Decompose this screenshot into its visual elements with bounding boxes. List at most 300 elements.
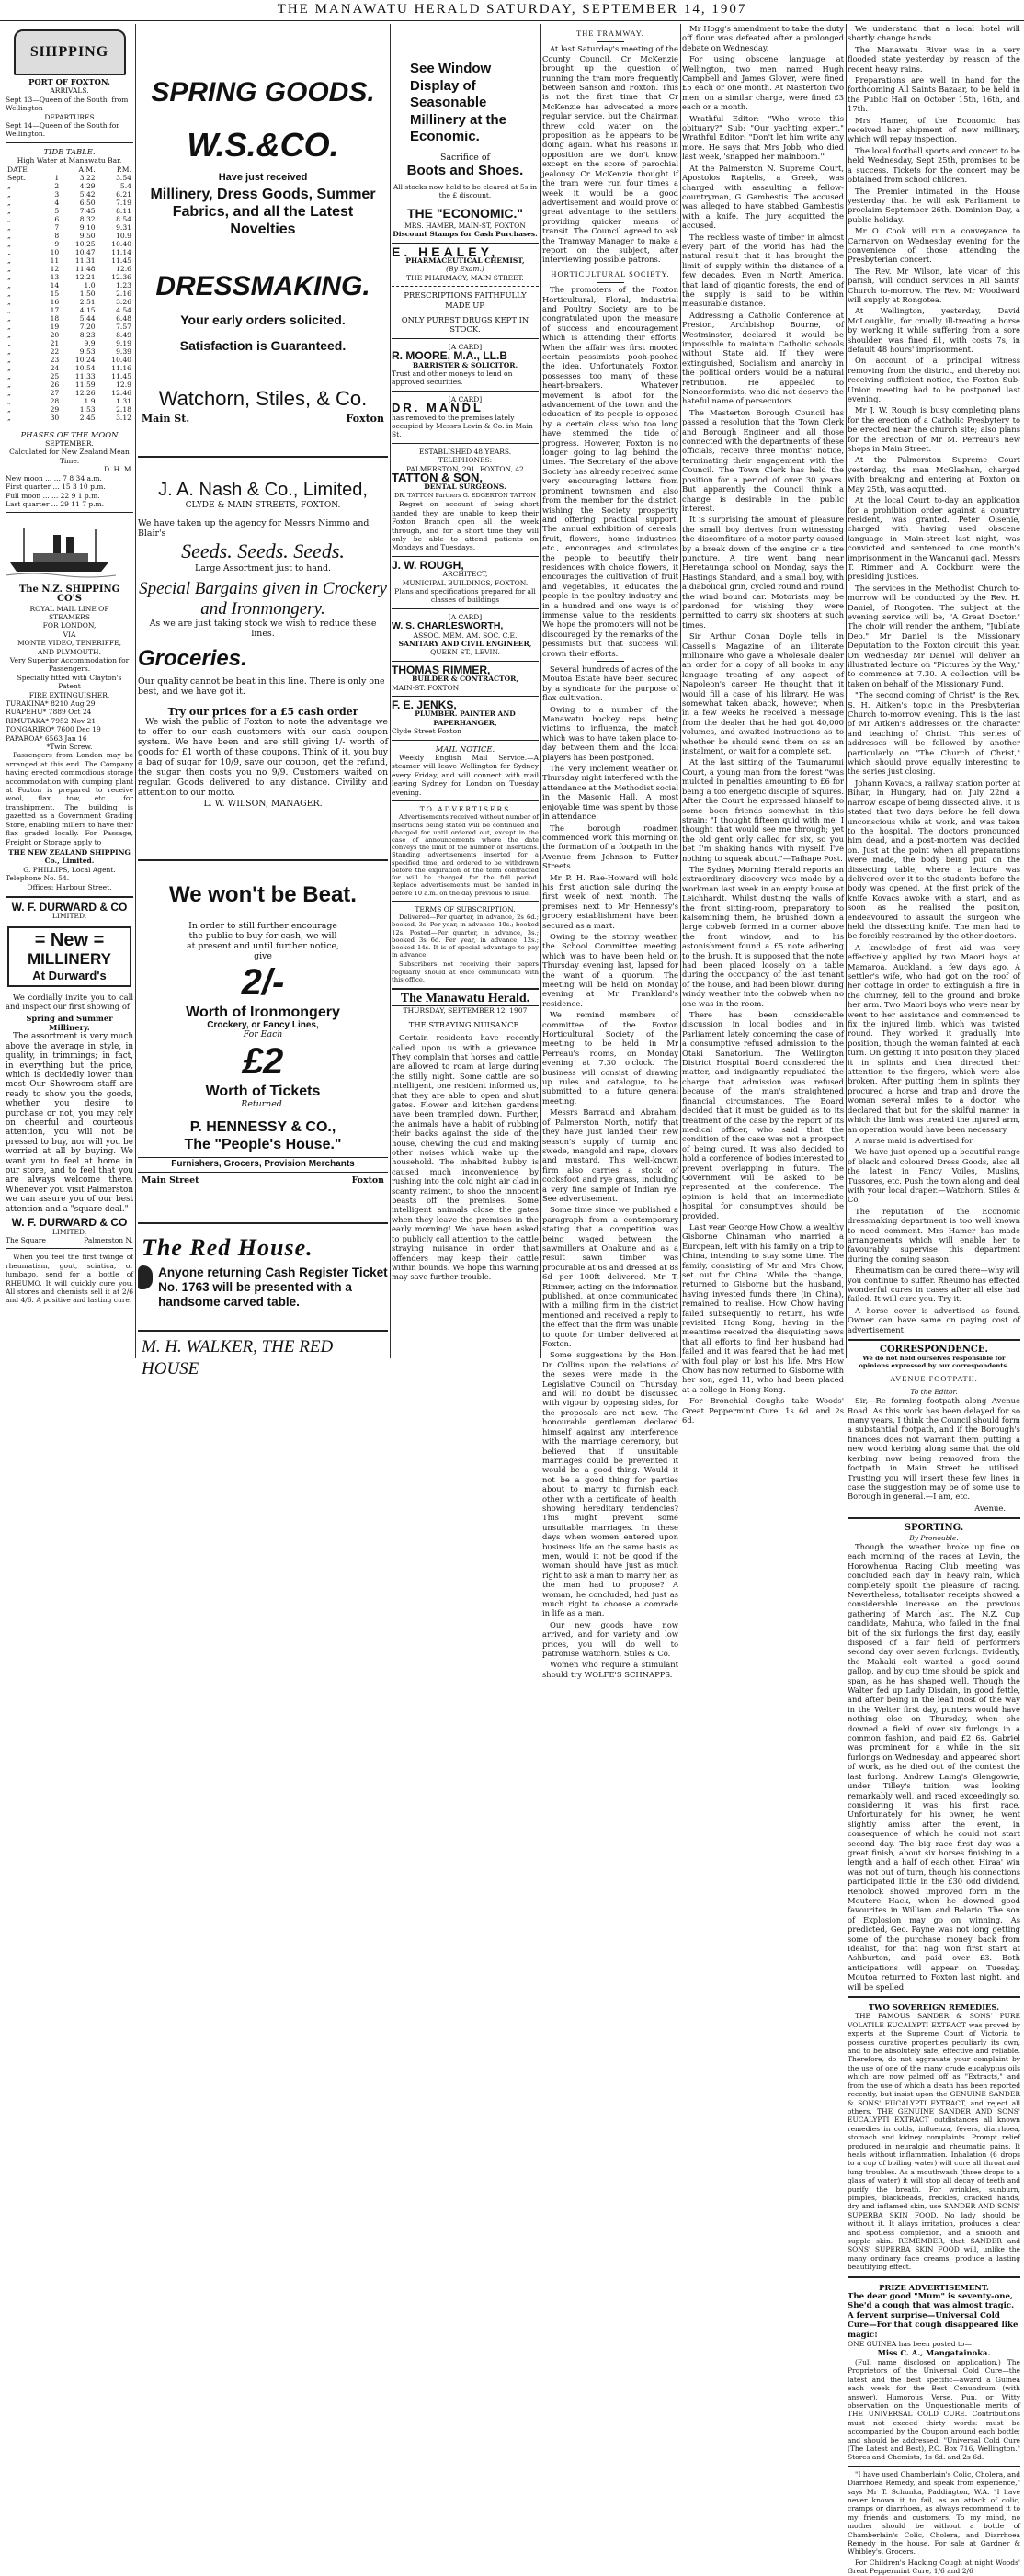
- column-rule: [135, 24, 136, 1358]
- have-received: Have just received: [218, 172, 308, 183]
- news-seeds: Messrs Barraud and Abraham, of Palmerston North, notify that they have just landed their new season's supply of turnip and swede, mangold and rape, clovers and mustard. This well-known firm also carries a stock of cocksfoot and rye grass, including a very fine sample of Indian rye. See advertisement.: [542, 1107, 678, 1203]
- tide-cell: „: [7, 264, 11, 273]
- nzsc-line: MONTE VIDEO, TENERIFFE,: [17, 639, 121, 648]
- hennessy-title: P. HENNESSY & CO.,: [189, 1119, 336, 1136]
- jenks-trade: PLUMBER. PAINTER AND PAPERHANGER,: [415, 709, 516, 727]
- local-paragraph: A nurse maid is advertised for.: [855, 1135, 974, 1145]
- remedies-body: THE FAMOUS SANDER & SONS' PURE VOLATILE EUCALYPTI EXTRACT was proved by experts at the Supreme Court of Victoria to possess curative properties peculiarly its own, and to be absolutely safe, effective and reliable. Therefore, do not aggravate your complaint by the use of one of the many crude eucalyptus oils which are now palmed off as "Extracts," and from the use of which a death has been reported recently, but insist upon the GENUINE SANDER & SONS' EUCALYPTI EXTRACT, and reject all others. THE GENUINE SANDER AND SONS' EUCALYPTI EXTRACT outdistances all known remedies in colds, influenza, fevers, diarrhoea, stomach and kidney complaints. Prompt relief produced in neuralgic and rheumatic pains. It heals without inflammation. Inhalation (6 drops to a cup of boiling water) will cure all throat and lung troubles. As a mouthwash (three drops to a glass of water) it will stop all decay of teeth and purify the breath. For wrinkles, sunburn, pimples, blackheads, freckles, cracked hands, dry and inflamed skin, use SANDER AND SONS' SUPERBA SKIN FOOD. No lady should be without it. It allays irritation, produces a clear and spotless complexion, and a smooth and supple skin. REMEMBER, that SANDER and SONS' SUPERBA SKIN FOOD will, unlike the many ordinary face creams, produce a lasting beautifying effect.: [848, 2012, 1020, 2272]
- tide-cell: „: [7, 247, 11, 256]
- steamer-entry: TURAKINA* 8210 Aug 29: [6, 699, 96, 708]
- returned-note: Returned.: [241, 1098, 285, 1109]
- local-paragraph: The Premier intimated in the House yesterday that he will ask Parliament to proclaim September 26th, Dominion Day, a public holiday.: [848, 186, 1020, 224]
- news-collins: Some suggestions by the Hon. Dr Collins upon the relations of the sexes were made in the Legislative Council on Thursday, and will no doubt be discussed with vigour by opposing sides, for the proposals are not new. The honourable gentleman declared himself against any interference with the marriage ceremony, but believed that if unsuitable marriages could be prevented it would be a good thing. Would it not be a good thing for parties about to marry to furnish each other with a certificate of health, showing hereditary tendencies? This might prevent some unsuitable marriages. In these days when women entered upon business life on the same basis as men, would it not be good if the woman should have just as much right to ask a man to marry her, as the man had to propose? A woman, he concluded, had just as much right to choose a comrade in life as a man.: [542, 1350, 678, 1618]
- tide-cell: 7.57: [116, 322, 131, 331]
- tide-cell: 8: [54, 231, 60, 240]
- coupon-body: We wish the public of Foxton to note the advantage we to offer to our cash customers with our cash coupon system. We have been and are still giving 1/- worth of goods for £1 worth of these coupons. Think of it, you buy a bag of sugar for 10/9, save our coupon, get the refund, the sugar then costs you no 9/9. Customers waited on regular. Goods delivered to any distance. Civility and attention to our motto.: [138, 717, 388, 799]
- chamberlain-testimonial: "I have used Chamberlain's Colic, Cholera, and Diarrhoea Remedy, and speak from experience," says Mr T. Schunka, Paddington, W.A. "I have never known it to fail, as an attack of colic, cramps or diarrhoea, as always recommend it to my friends and customers. To my mind, no mother should be without a bottle of Chamberlain's Colic, Cholera, and Diarrhoea Remedy in the house. For sale at Gardner & Whibley's, Grocers.: [848, 2469, 1020, 2557]
- tide-cell: „: [7, 371, 11, 380]
- local-paragraph: We have just opened up a beautiful range of black and coloured Dress Goods, also all the latest in Fancy Voiles, Muslins, Tussores, etc. Push the town along and deal with your local draper.—Watchorn, Stiles & Co.: [848, 1147, 1020, 1205]
- boots-shoes-heading: Boots and Shoes.: [406, 162, 524, 178]
- tide-row: [6, 190, 133, 199]
- tide-header-cell: P.M.: [116, 165, 131, 174]
- durward-invite: We cordially invite you to call and inspect our first showing of: [6, 992, 133, 1012]
- local-paragraph: At the local Court to-day an application for a prohibition order against a country resident, was granted. Peter Olsenie, charged with having used obscene language in Main-street last night, was convicted and sentenced to one month's imprisonment in the Wanganui gaol. Messrs T. Rimmer and A. Cockburn were the presiding justices.: [848, 495, 1020, 582]
- tide-cell: „: [7, 231, 11, 240]
- news-paragraph: The reckless waste of timber in almost every part of the world has had the natural result that it has brought the limit of supply within the distance of a few decades. Even in North America, that land of gigantic forests, the end of the supply is said to be within measurable distance.: [682, 232, 844, 309]
- moon-phases-header: D. H. M.: [104, 465, 133, 474]
- tide-cell: 11: [50, 255, 60, 265]
- for-each: For Each: [243, 1029, 283, 1040]
- column-news-2: [682, 24, 844, 1425]
- tide-row: [6, 240, 133, 248]
- two-pounds: £2: [242, 1040, 284, 1082]
- tide-cell: 7: [54, 222, 60, 232]
- tide-cell: 11.59: [74, 380, 96, 389]
- news-paragraph: There has been considerable discussion in local bodies and in Parliament lately concerning the case of a consumptive refused admission to the Otaki Sanatorium. The Wellington District Hospital Board considered the matter, and indignantly repudiated the charge that admission was refused because of the man's straightened financial circumstances. The Board decided that it must be guided as to its treatment of the case by the report of its medical officer, who said that the condition of the case was not a prospect of being cured. It was also decided to hold a conference of bodies interested to prevent overlapping in future. The Government will be asked to be represented at the conference. The opinion is held that an intermediate hospital for consumptives should be provided.: [682, 1010, 844, 1220]
- tide-cell: 11.45: [111, 371, 131, 380]
- port-title: PORT OF FOXTON.: [28, 77, 110, 86]
- tide-cell: 4.15: [79, 305, 96, 314]
- prize-text: ONE GUINEA has been posted to—: [848, 2340, 972, 2349]
- correspondence-note: We do not hold ourselves responsible for opinions expressed by our correspondents.: [859, 1355, 1009, 1370]
- steamer-entry: RIMUTAKA* 7952 Nov 21: [6, 716, 97, 725]
- durward-square: The Square: [6, 1235, 46, 1244]
- tide-cell: „: [7, 346, 11, 356]
- steamer-entry: TONGARIRO* 7600 Dec 19: [6, 725, 101, 734]
- novelties-line: Millinery, Dress Goods, Summer Fabrics, and all the Latest Novelties: [150, 187, 376, 238]
- subscribers-note: Subscribers not receiving their papers regularly should at once communicate with this office.: [392, 960, 539, 983]
- tide-header-cell: A.M.: [78, 165, 96, 174]
- tide-cell: „: [7, 297, 11, 306]
- news-paragraph: Last year George How Chow, a wealthy Gisborne Chinaman who married a European, left with his family on a trip to China, intending to stay some time. The family, consisting of Mr and Mrs Chow, set out for China. While the change, returned to Gisborne but the husband, having invested funds there (in China), remained to realise. How Chow having failed subsequently to return, his wife revisited Hong Kong, having in the meantime received the disquieting news that all efforts to find her husband had failed and it was feared that he had met with foul play or lost his life. Mrs How Chow has now returned to Gisborne with her son, aged 11, who had been placed at a college in Hong Kong.: [682, 1221, 844, 1394]
- nzsc-body: Passengers from London may be arranged at this end. The Company having erected commodious storage accommodation with dumping plant at Foxton is prepared to receive wool, flax, tow, etc., for transhipment. The building is gazetted as a Government Grading Store, enabling millers to have their flax graded locally. For Passage, Freight or Storage apply to: [6, 751, 133, 846]
- tide-cell: 5: [54, 206, 60, 215]
- tide-row: [6, 314, 133, 323]
- tide-cell: 19: [50, 322, 60, 331]
- local-paragraph: Mrs Hamer, of the Economic, has received her shipment of new millinery, which will repay inspection.: [848, 115, 1020, 144]
- rough-address: MUNICIPAL BUILDINGS, FOXTON.: [402, 578, 529, 587]
- new-heading: = New =: [34, 929, 105, 950]
- nash-manager: L. W. WILSON, MANAGER.: [203, 799, 323, 810]
- special-bargains: Special Bargains given in Crockery and Ironmongery.: [139, 579, 387, 619]
- crockery-line: Crockery, or Fancy Lines,: [207, 1019, 319, 1030]
- durward-address: [6, 1236, 133, 1244]
- departures-label: DEPARTURES: [44, 112, 95, 121]
- avenue-signature: Avenue.: [974, 1503, 1006, 1513]
- durward-limited: LIMITED.: [51, 912, 87, 921]
- tide-row: [6, 323, 133, 331]
- tide-cell: „: [7, 322, 11, 331]
- tide-cell: 5.4: [119, 181, 131, 190]
- news-schnapps: Women who require a stimulant should try WOLFE'S SCHNAPPS.: [542, 1660, 678, 1679]
- tide-cell: 1.9: [84, 396, 96, 405]
- tide-cell: „: [7, 305, 11, 314]
- tide-cell: 15: [50, 289, 60, 298]
- tide-cell: 10.40: [111, 355, 131, 364]
- steamship-illustration: [6, 524, 116, 579]
- hennessy-town: Foxton: [351, 1175, 384, 1186]
- moon-phases-title: PHASES OF THE MOON: [20, 429, 119, 439]
- tide-row: [6, 356, 133, 364]
- local-paragraph: Preparations are well in hand for the forthcoming All Saints Bazaar, to be held in the Public Hall on October 15th, 16th, and 17th.: [848, 75, 1020, 114]
- tide-row: [6, 397, 133, 405]
- durward-title-2: W. F. DURWARD & CO: [11, 1216, 128, 1230]
- tide-cell: 13: [50, 272, 60, 281]
- news-paragraph: Mr Hogg's amendment to take the duty off flour was defeated after a prolonged debate on Wednesday.: [682, 24, 844, 52]
- tide-row: [6, 306, 133, 314]
- news-footpath: The borough roadmen commenced work this morning on the formation of a footpath in the Avenue from Johnson to Futter Streets.: [542, 823, 678, 871]
- tide-cell: „: [7, 413, 11, 422]
- tide-cell: „: [7, 388, 11, 397]
- arrivals-label: ARRIVALS.: [50, 86, 89, 96]
- tide-cell: 24: [50, 363, 60, 372]
- tatton-established: ESTABLISHED 48 YEARS.: [418, 447, 512, 456]
- news-paragraph: Wrathful Editor: "Who wrote this obituary?" Sub: "Our yachting expert." Wrathful Editor: "Don't let him write any more. He says that Mrs Jobb, who died last week, 'snapped her mainboom.'": [682, 113, 844, 162]
- tide-cell: 1.0: [84, 280, 96, 289]
- tide-cell: 9.19: [116, 338, 131, 347]
- tide-row: [6, 232, 133, 240]
- steamer-entry: PAPAROA* 6563 Jan 16: [6, 733, 87, 743]
- mandl-body: has removed to the premises lately occupied by Messrs Levin & Co. in Main St.: [392, 413, 533, 439]
- tide-row: [6, 223, 133, 232]
- tide-cell: 14: [50, 280, 60, 289]
- tide-row: [6, 256, 133, 265]
- tide-row: [6, 207, 133, 215]
- news-paragraph: The Sydney Morning Herald reports an extraordinary discovery was made by a workman last week in an empty house at Leichhardt. Whilst dusting the walls of the front sitting-room, preparatory to kalsomining them, he brushed down a large cobweb formed in a corner above the front window, and to his astonishment found a £5 note adhering to the brush. It is supposed that the note had been placed loosely on a table during the occupancy of the last tenant of the house, and had been blown during windy weather into the cobweb when no one was in the room.: [682, 864, 844, 1008]
- tide-cell: 10.24: [74, 355, 96, 364]
- local-paragraph: On account of a principal witness removing from the district, and thereby not receiving sufficient notice, the Foxton Sub-Union meeting had to be postponed last evening.: [848, 356, 1020, 404]
- mandl-title: DR. MANDL: [392, 401, 484, 415]
- nzsc-line: ROYAL MAIL LINE OF: [29, 604, 109, 613]
- horticultural-title: HORTICULTURAL SOCIETY.: [551, 269, 670, 278]
- tide-cell: „: [7, 363, 11, 372]
- rough-title: J. W. ROUGH,: [392, 558, 464, 572]
- millinery-box: [7, 926, 131, 987]
- two-shillings: 2/-: [241, 961, 285, 1003]
- mail-notice-body: Weekly English Mail Service.—A steamer will leave Wellington for Sydney every Friday, and will connect with mail leaving Sydney for London on Tuesday evening.: [392, 754, 539, 797]
- news-paragraph: The Masterton Borough Council has passed a resolution that the Town Clerk and Borough Engineer and all those connected with the departments of these officials, receive three months' notice, terminating their engagement with the Council. The Town Clerk has held the position for a period of over 30 years. But apparently the Council think a change is desirable in the public interest.: [682, 407, 844, 513]
- tide-cell: 10.40: [111, 239, 131, 248]
- tide-cell: „: [7, 255, 11, 265]
- tide-cell: 21: [50, 338, 60, 347]
- tide-cell: 7.19: [116, 198, 131, 207]
- tide-row: [6, 372, 133, 380]
- walker-footer: M. H. WALKER, THE RED HOUSE: [142, 1337, 334, 1379]
- tide-cell: „: [7, 222, 11, 232]
- tide-cell: 9.50: [79, 231, 96, 240]
- local-paragraph: A horse cover is advertised as found. Owner can have same on paying cost of advertisement.: [848, 1305, 1020, 1334]
- local-paragraph: We understand that a local hotel will shortly change hands.: [848, 24, 1020, 43]
- local-paragraph: The reputation of the Economic dressmaking department is too well known to need comment. Mrs Hamer has made arrangements which will enable her to favourably supervise this department during the coming season.: [848, 1206, 1020, 1264]
- tide-cell: 11.14: [111, 247, 131, 256]
- nzsc-line: FOR LONDON,: [42, 621, 97, 630]
- tide-cell: 2.45: [79, 413, 96, 422]
- durward-title: W. F. DURWARD & CO: [11, 900, 128, 914]
- tide-cell: 12.46: [111, 388, 131, 397]
- durward-limited-2: LIMITED.: [51, 1227, 87, 1236]
- see-window-display: See Window Display of Seasonable Millinery at the Economic.: [410, 61, 507, 144]
- sporting-byline: By Pronouble.: [909, 1533, 959, 1542]
- tide-cell: 9.9: [84, 338, 96, 347]
- column-news-3: [848, 24, 1020, 2576]
- prize-rest: (Full name disclosed on application.) The Proprietors of the Universal Cold Cure—the latest and the best specific—award a Guinea each week for the Best Conundrum (with answer), Humorous Verse, Pun, or Witty observation on the Unquestionable merits of THE UNIVERSAL COLD CURE. Contributions must not exceed thirty words: must be accompanied by the Coupon around each bottle; and should be addressed: "Universal Cold Cure (The Latest and Best), P.O. Box 716, Wellington." Stores and Chemists, 1s 6d. and 2s 6d.: [848, 2357, 1020, 2462]
- news-timber: Some time since we published a paragraph from a contemporary stating that a competition was being waged between the sawmillers at Ohakune and as a result sawn timber was procurable at 6s and dressed at 8s 6d per 100ft delivered. Mr T. Rimmer, acting on the information published, at once communicated with a milling firm in the district mentioned and received a reply to the effect that the firm was unable to quote for timber delivered at Foxton.: [542, 1205, 678, 1349]
- moon-phase-line: New moon ... ... 7 8 34 a.m.: [6, 473, 102, 482]
- nzsc-telephone: Telephone No. 54.: [6, 874, 70, 883]
- tide-cell: „: [7, 404, 11, 414]
- tide-cell: 1.50: [79, 289, 96, 298]
- column-news-1: [542, 24, 678, 1679]
- column-rule: [680, 24, 681, 1358]
- tide-row: [6, 182, 133, 190]
- tatton-dental: DENTAL SURGEONS.: [424, 482, 506, 492]
- tide-cell: 12.21: [74, 272, 96, 281]
- herald-date: THURSDAY, SEPTEMBER 12, 1907: [392, 1005, 539, 1016]
- tide-cell: 22: [50, 346, 60, 356]
- prize-verse: The dear good "Mum" is seventy-one, She'd a cough that was almost tragic. A fervent surprise—Universal Cold Cure—For that cough disappeared like magic!: [848, 2292, 1018, 2340]
- healey-pharmacy: THE PHARMACY, MAIN STREET.: [406, 273, 524, 282]
- local-paragraph: Rheumatism can be cured there—why will you continue to suffer. Rheumo has effected wonderful cures in cases after all else had failed. It will cure you. Try it.: [848, 1265, 1020, 1304]
- nuisance-body: Certain residents have recently called upon us with a grievance. They complain that horses and cattle are allowed to roam at large during the stilly night. Some cattle are so intelligent, one resident informed us, that they are able to open and shut gates. Flower and kitchen gardens have been trampled down. Further, the animals have a habit of rubbing their backs against the side of the house, chewing the cud and making other noises which wake up the household. The inhabited hubby is caused much inconvenience by rushing into the cold night air clad in scanty raiment, to shoo the innocent beasts off the premises. Some intelligent animals close the gates when they leave the premises in the early morning! We have been asked to publicly call attention to the cattle straying nuisance in order that offenders may keep their cattle within bounds. We hope this warning may save further trouble.: [392, 1033, 539, 1282]
- nzsc-agent: G. PHILLIPS, Local Agent.: [23, 865, 116, 874]
- tide-cell: 4: [54, 198, 60, 207]
- nzsc-line: Very Superior Accommodation for Passengers.: [9, 655, 130, 674]
- tatton-title: TATTON & SON,: [392, 471, 483, 485]
- millinery-heading: MILLINERY: [28, 949, 111, 968]
- tide-cell: 17: [50, 305, 60, 314]
- tramway-body: At last Saturday's meeting of the County Council, Cr McKenzie brought up the question of running the tram more frequently between Sanson and Foxton. This is not the first time that Cr McKenzie has advocated a more regular service, but the Chairman threw cold water on the proposition as he appears to be doing again. What his reasons in opposition are we don't know, except on the score of parochial jealousy. Cr McKenzie thought if the tram were run four times a week it would be a good advertisement and would prove of great advantage to the settlers, providing quicker means of transit. The Council agreed to ask the Tramway Manager to make a report on the subject, after interviewing possible patrons.: [542, 44, 678, 265]
- tide-cell: 1: [54, 173, 60, 182]
- tide-cell: 12.9: [116, 380, 131, 389]
- news-auction: Mr P. H. Rae-Howard will hold his first auction sale during the first week of next month. The premises next to Mr Hennessy's grocery establishment have been secured as a mart.: [542, 872, 678, 930]
- shipping-logo-text: SHIPPING: [29, 43, 109, 60]
- news-moutoa: Several hundreds of acres of the Moutoa Estate have been secured by a syndicate for the purpose of flax cultivation.: [542, 664, 678, 703]
- tide-row: [6, 281, 133, 289]
- durward-town: Palmerston N.: [84, 1235, 133, 1244]
- prize-title: PRIZE ADVERTISEMENT.: [879, 2282, 989, 2292]
- nash-agency: We have taken up the agency for Messrs Nimmo and Blair's: [138, 518, 370, 539]
- tide-cell: 9.31: [116, 222, 131, 232]
- tide-cell: 12.6: [116, 264, 131, 273]
- at-durwards: At Durward's: [32, 968, 107, 982]
- tide-cell: 12.36: [111, 272, 131, 281]
- tide-cell: 25: [50, 371, 60, 380]
- tide-cell: „: [7, 396, 11, 405]
- horticultural-body: The promoters of the Foxton Horticultural, Floral, Industrial and Poultry Society are to be congratulated upon the measure of success and encouragement which is attending their efforts. When the affair was first mooted certain pessimists pooh-poohed the idea. Unfortunately Foxton possesses too many of these heart-breakers. Whatever movement is afoot for the advancement of the town and the education of its people is opposed by a certain class who too long have stemmed the tide of progress. However, Foxton is no longer going to lag behind the times. The Secretary of the above Society has already received some very encouraging letters from prominent townsmen and also from the member for the district, wishing the Society prosperity and offering practical support. The annual exhibition of cereals, fruit, flowers, home industries, etc., encourages and stimulates the people to beautify their residences with choice flowers, it encourages the cultivation of fruit and vegetables, it educates the people in the poultry industry and in a hundred and one ways is of immense value to the residents. We hope the promoters will not be discouraged by the remarks of the pessimists but that success will crown their efforts.: [542, 285, 678, 658]
- tide-cell: 8.54: [116, 214, 131, 223]
- tide-cell: 16: [50, 297, 60, 306]
- satisfaction-guaranteed: Satisfaction is Guaranteed.: [179, 338, 347, 354]
- dressmaking-heading: DRESSMAKING.: [155, 271, 370, 302]
- nzsc-offices: Offices: Harbour Street.: [27, 882, 112, 891]
- moon-phase-line: Full moon ... ... 22 9 1 p.m.: [6, 491, 100, 500]
- tide-cell: 9.53: [79, 346, 96, 356]
- tide-cell: 11.16: [111, 363, 131, 372]
- tide-cell: 7.45: [79, 206, 96, 215]
- moon-phases-month: SEPTEMBER.: [45, 439, 94, 448]
- local-paragraph: "The second coming of Christ" is the Rev. S. H. Aitken's topic in the Presbyterian Church to-morrow evening. This is the last of Mr Aitken's addresses on the character and teaching of Christ. This series of addresses will be followed by another particularly on "The Church of Christ," which should prove equally interesting to the series just closing.: [848, 690, 1020, 777]
- rimmer-trade: BUILDER & CONTRACTOR,: [411, 675, 519, 684]
- tide-cell: 4.29: [79, 181, 96, 190]
- tide-cell: „: [7, 280, 11, 289]
- local-paragraph: Mr O. Cook will run a conveyance to Carnarvon on Wednesday evening for the convenience of those attending the Presbyterian concert.: [848, 226, 1020, 265]
- charlesworth-title: W. S. CHARLESWORTH,: [392, 620, 504, 632]
- tide-cell: 6.21: [116, 189, 131, 199]
- tide-cell: „: [7, 189, 11, 199]
- coupon-heading: Try our prices for a £5 cash order: [167, 706, 358, 719]
- tramway-title: THE TRAMWAY.: [576, 29, 644, 38]
- news-paragraph: For using obscene language at Wellington, two men named Hugh Campbell and James Glover, were fined £5 each or one month. At Masterton two men, on a similar charge, were fined £3 each or a month.: [682, 54, 844, 112]
- tide-cell: 27: [50, 388, 60, 397]
- rimmer-address: MAIN-ST. FOXTON: [392, 683, 460, 692]
- red-house-heading: The Red House.: [142, 1233, 313, 1261]
- news-paragraph: For Bronchial Coughs take Woods' Great Peppermint Cure. 1s 6d. and 2s 6d.: [682, 1396, 844, 1425]
- tide-row: [6, 380, 133, 389]
- nzsc-firm: THE NEW ZEALAND SHIPPING Co., Limited.: [8, 847, 131, 866]
- tide-header-cell: [41, 165, 61, 174]
- tide-cell: 3.26: [116, 297, 131, 306]
- pointing-hand-icon: [138, 1265, 153, 1289]
- tide-cell: „: [7, 214, 11, 223]
- economic-title: THE "ECONOMIC.": [406, 205, 524, 221]
- tide-cell: 9.39: [116, 346, 131, 356]
- tide-subtitle: High Water at Manawatu Bar.: [17, 156, 122, 165]
- news-paragraph: At the last sitting of the Taumarunui Court, a young man from the forest "was mulcted in penalties amounting to £6 for being a too energetic disciple of Squires. After the Court he expressed himself to some boon friends somewhat in this strain: "I thought fifteen quid with me; I thought that would see me through; yet the old gent only called for six, so you bet I'm shaking hands with myself. I've nothing to squeak about."—Taihape Post.: [682, 757, 844, 863]
- local-paragraph: The services in the Methodist Church to-morrow will be conducted by the Rev. H. Daniel, of Rongotea. The subject at the evening service will be, "A Great Doctor." The choir will render the anthem, "Jubilate Deo." Mr Daniel is the Missionary Deputation to the Foxton circuit this year. On Wednesday Mr Daniel will deliver an illustrated lecture on "Pictures by the Way," to commence at 7.30. A collection will be taken on behalf of the Missionary Fund.: [848, 583, 1020, 688]
- nzsc-title: The N.Z. SHIPPING CO'S: [18, 584, 120, 605]
- large-assortment: Large Assortment just to hand.: [195, 563, 331, 574]
- news-paragraph: It is surprising the amount of pleasure the small boy derives from witnessing the discomfiture of a motor party caused by a break down of the engine or a tire puncture. A tire went bang near Heretaunga school on Monday, says the Hastings Standard, and a small boy, with a diabolical grin, cycled round and round the wind bound car. Motorists may be pardoned for wishing they were permitted to carry six shooters at such times.: [682, 515, 844, 630]
- remedies-title: TWO SOVEREIGN REMEDIES.: [868, 2003, 1000, 2013]
- local-paragraph: At the Palmerston Supreme Court yesterday, the man McGlashan, charged with breaking and entering at Foxton on May 25th, was acquitted.: [848, 455, 1020, 494]
- tide-cell: „: [7, 355, 11, 364]
- tide-cell: 11.48: [74, 264, 96, 273]
- drugs-note: ONLY PUREST DRUGS KEPT IN STOCK.: [401, 314, 529, 335]
- tide-cell: 6.48: [116, 313, 131, 323]
- moore-title: R. MOORE, M.A., LL.B: [392, 349, 507, 363]
- tide-cell: 10.54: [74, 363, 96, 372]
- avenue-to-editor: To the Editor.: [910, 1387, 958, 1396]
- watchorn-town: Foxton: [346, 413, 384, 426]
- tide-cell: „: [7, 313, 11, 323]
- hennessy-street: Main Street: [142, 1175, 199, 1186]
- local-paragraph: A knowledge of first aid was very effectively applied by two Maori boys at Mamaroa, Auckland, a few days ago. A settler's wife, who had got on the roof of her cottage in order to extinguish a fire in the chimney, fell to the ground and broke her arm. Two Maori boys who were near by went to her assistance and commenced to fix the injured limb, which was twisted round. They worked it gradually into position, though the woman fainted at each turn. On getting it into position they placed it in splints and then directed their attention to the fingers, which were also broken. After putting them in splints they procured a horse and trap and drove the woman several miles to a doctor, who declared that but for the skilful manner in which the limb was treated the injured arm, an operation would have been necessary.: [848, 942, 1020, 1134]
- groceries-quality: Our quality cannot be beat in this line. There is only one best, and we have got it.: [138, 676, 385, 697]
- worth-ironmongery: Worth of Ironmongery: [186, 1004, 340, 1020]
- tide-row: [6, 199, 133, 207]
- wont-body: In order to still further encourage the public to buy for cash, we will at present and until further notice, give: [187, 920, 339, 961]
- tide-cell: 7.20: [79, 322, 96, 331]
- groceries-heading: Groceries.: [138, 646, 247, 672]
- tide-cell: „: [7, 206, 11, 215]
- moon-phase-line: Last quarter ... 29 11 7 p.m.: [6, 499, 105, 508]
- moon-phases-subtitle: Calculated for New Zealand Mean Time.: [9, 448, 130, 465]
- tide-header-cell: DATE: [7, 165, 28, 174]
- tide-cell: „: [7, 181, 11, 190]
- tide-cell: 1.31: [116, 396, 131, 405]
- rough-architect: ARCHITECT,: [442, 570, 488, 579]
- sporting-title: SPORTING.: [904, 1523, 964, 1534]
- tide-cell: 23: [50, 355, 60, 364]
- news-hockey: Owing to a number of the Manawatu hockey reps. being victims to influenza, the match which was to have taken place to-day between them and the local players has been postponed.: [542, 704, 678, 762]
- hennessy-trades: Furnishers, Grocers, Provision Merchants: [138, 1157, 388, 1172]
- spring-summer-millinery: Spring and Summer Millinery.: [26, 1013, 113, 1032]
- hennessy-address: [138, 1176, 388, 1186]
- charlesworth-assoc: ASSOC. MEM. AM. SOC. C.E.: [413, 630, 518, 640]
- tide-cell: 12.26: [74, 388, 96, 397]
- column-advertisements: [138, 24, 388, 1379]
- herald-title: The Manawatu Herald.: [400, 991, 530, 1005]
- twin-screw-note: *Twin Screw.: [46, 743, 93, 752]
- tide-cell: „: [7, 380, 11, 389]
- tide-cell: 3.54: [116, 173, 131, 182]
- news-paragraphs: [682, 24, 844, 1425]
- moore-trust: Trust and other moneys to lend on approved securities.: [392, 369, 513, 387]
- tide-cell: 9: [54, 239, 60, 248]
- worth-tickets: Worth of Tickets: [205, 1083, 321, 1099]
- tide-row: [6, 364, 133, 372]
- tide-row: [6, 389, 133, 397]
- tide-cell: „: [7, 338, 11, 347]
- tide-cell: 5.42: [79, 189, 96, 199]
- tide-row: [6, 174, 133, 182]
- economic-proprietor: MRS. HAMER, MAIN-ST, FOXTON: [404, 221, 526, 230]
- nzsc-line: AND PLYMOUTH.: [38, 647, 101, 656]
- tatton-tel-line: PALMERSTON, 291. FOXTON, 42: [406, 464, 524, 473]
- nash-address: CLYDE & MAIN STREETS, FOXTON.: [185, 500, 341, 510]
- tide-cell: 8.49: [116, 330, 131, 339]
- tide-row: [6, 248, 133, 256]
- watchorn-street: Main St.: [142, 413, 190, 426]
- tide-cell: 8.11: [116, 206, 131, 215]
- tide-cell: 6: [54, 214, 60, 223]
- spring-goods-heading: SPRING GOODS.: [151, 77, 375, 108]
- nzsc-lines: [6, 605, 133, 699]
- tide-cell: 18: [50, 313, 60, 323]
- tide-row: [6, 347, 133, 356]
- rimmer-title: THOMAS RIMMER,: [392, 663, 491, 676]
- healey-exam: (By Exam.): [446, 265, 484, 274]
- orders-solicited: Your early orders solicited.: [180, 312, 346, 328]
- tide-cell: 1.53: [79, 404, 96, 414]
- tide-cell: 11.45: [111, 255, 131, 265]
- card-label-2: [A CARD]: [448, 394, 483, 403]
- local-paragraph: Johann Kovacs, a railway station porter at Bihar, in Hungary, had on July 22nd a narrow escape of being dissected alive. It is stated that two days before he fell down unconscious while at work, and was taken to the hospital. The doctors pronounced him dead, and a post-mortem was decided on. Just at the point when all preparations were made, the body being put on the dissecting table, where a lecture was delivered over it to the students before the body was opened. At the first prick of the knife Kovacs awoke with a start, and as soon as he realised the position, endeavoured to assault the surgeon who held the dissecting knife. The man had to be forcibly restrained by the other doctors.: [848, 777, 1020, 941]
- rheumo-ad: When you feel the first twinge of rheumatism, gout, sciatica, or lumbago, send for a bottle of RHEUMO. It will quickly cure you. All stores and chemists sell it at 2/6 and 4/6. A positive and lasting cure.: [6, 1253, 133, 1305]
- tide-cell: 10.9: [116, 231, 131, 240]
- local-paragraph: The Rev. Mr Wilson, late vicar of this parish, will conduct services in All Saints' Church to-morrow. The Rev. Mr Woodward will supply at Rongotea.: [848, 266, 1020, 304]
- tide-cell: 6.50: [79, 198, 96, 207]
- boots-cleared: All stocks now held to be cleared at 5s in the £ discount.: [393, 182, 538, 200]
- jenks-title: F. E. JENKS,: [392, 698, 457, 711]
- nzsc-line: VIA: [63, 630, 76, 639]
- tide-cell: „: [7, 272, 11, 281]
- tide-row: [6, 273, 133, 281]
- tatton-telephones: TELEPHONES:: [438, 456, 493, 465]
- subscription-title: TERMS OF SUBSCRIPTION.: [415, 904, 516, 914]
- column-rule: [540, 24, 541, 1358]
- news-methodist: The very inclement weather on Thursday night interfered with the attendance at the Methodist social in the Masonic Hall. A most enjoyable time was spent by those in attendance.: [542, 764, 678, 822]
- news-paragraph: Sir Arthur Conan Doyle tells in Cassell's Magazine of an illiterate millionaire who gave a wholesale dealer an order for a copy of all books in any language treating of any aspect of Napoleon's career. He thought that it would fill a case of his library. He was somewhat taken aback, however, when in a few weeks he received a message from the dealer that he had got 40,000 volumes, and awaited instructions as to whether he should send them on as an instalment, or wait for a complete set.: [682, 631, 844, 756]
- column-cards: [392, 24, 539, 1358]
- tide-cell: 28: [50, 396, 60, 405]
- steamer-list: [6, 699, 133, 743]
- subscription-body: Delivered—Per quarter, in advance, 2s 6d.; booked, 3s. Per year, in advance, 10s.; booked 12s. Posted—Per quarter, in advance, 3s.; booked 3s 6d. Per year, in advance, 12s.; booked 14s. It is of special advantage to pay in advance.: [392, 914, 539, 959]
- tide-cell: 10.25: [74, 239, 96, 248]
- news-watchorn: Our new goods have now arrived, and for variety and low prices, you will do well to patronise Watchorn, Stiles & Co.: [542, 1619, 678, 1659]
- local-paragraph: The local football sports and concert to be held Wednesday, Sept 25th, promises to be a success. Tickets for the concert may be obtained from school children.: [848, 145, 1020, 185]
- tide-cell: „: [7, 289, 11, 298]
